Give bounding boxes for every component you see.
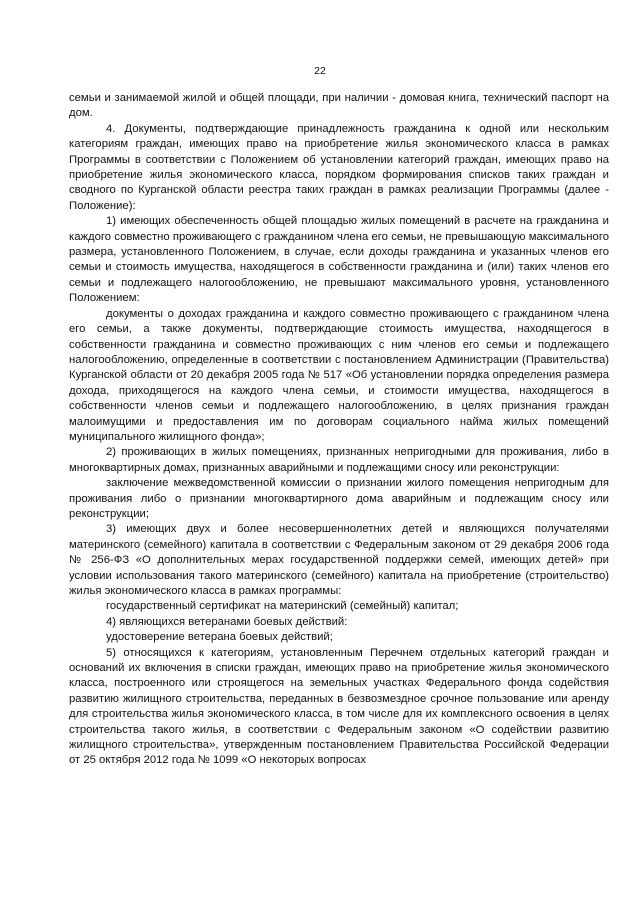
document-body [69,91,609,769]
paragraph: государственный сертификат на материнский (семейный) капитал; [106,600,459,613]
paragraph: 3) имеющих двух и более несовершеннолетних детей и являющихся получателями материнского (семейного) капитала в соответствии с Федеральным законом от 29 декабря 2006 года № 256-ФЗ «О дополнительных мерах государственной поддержки семей, имеющих детей» при условии использования такого материнского (семейного) капитала на приобретение (строительство) жилья экономического класса в рамках программы: [69,523,609,597]
paragraph: удостоверение ветерана боевых действий; [106,631,333,644]
paragraph: 4) являющихся ветеранами боевых действий: [106,615,348,628]
paragraph: заключение межведомственной комиссии о признании жилого помещения непригодным для проживания либо о признании многоквартирного дома аварийным и подлежащим сносу или реконструкции; [69,477,609,520]
paragraph: семьи и занимаемой жилой и общей площади, при наличии - домовая книга, технический паспорт на дом. [69,92,609,120]
page-number: 22 [314,65,326,77]
paragraph: документы о доходах гражданина и каждого совместно проживающего с гражданином члена его семьи, а также документы, подтверждающие стоимость имущества, находящегося в собственности гражданина и совместно проживающих с ним членов его семьи и подлежащего налогообложению, определенные в соответствии с постановлением Администрации (Правительства) Курганской области от 20 декабря 2005 года № 517 «Об установлении порядка определения размера дохода, приходящегося на каждого члена семьи, и стоимости имущества, находящегося в собственности членов семьи и подлежащего налогообложению, в целях признания граждан малоимущими и предоставления им по договорам социального найма жилых помещений муниципального жилищного фонда»; [69,307,609,443]
paragraph: 2) проживающих в жилых помещениях, признанных непригодными для проживания, либо в многоквартирных домах, признанных аварийными и подлежащими сносу или реконструкции: [69,446,609,474]
paragraph: 1) имеющих обеспеченность общей площадью жилых помещений в расчете на гражданина и каждого совместно проживающего с гражданином члена его семьи, не превышающую максимального размера, установленного Положением, в случае, если доходы гражданина и указанных членов его семьи и стоимость имущества, находящегося в собственности гражданина и (или) таких членов его семьи и подлежащего налогообложению, не превышают максимального уровня, установленного Положением: [69,215,609,305]
paragraph: 5) относящихся к категориям, установленным Перечнем отдельных категорий граждан и оснований их включения в списки граждан, имеющих право на приобретение жилья экономического класса, построенного или строящегося на земельных участках Федерального фонда содействия развитию жилищного строительства, переданных в безвозмездное срочное пользование или аренду для строительства жилья экономического класса, в том числе для их комплексного освоения в целях строительства такого жилья, в соответствии с Федеральным законом «О содействии развитию жилищного строительства», утвержденным постановлением Правительства Российской Федерации от 25 октября 2012 года № 1099 «О некоторых вопросах [69,646,609,767]
paragraph: 4. Документы, подтверждающие принадлежность гражданина к одной или нескольким категориям граждан, имеющих право на приобретение жилья экономического класса в рамках Программы в соответствии с Положением об установлении категорий граждан, имеющих право на приобретение жилья экономического класса, порядком формирования списков таких граждан и сводного по Курганской области реестра таких граждан в рамках реализации Программы (далее - Положение): [69,122,609,212]
